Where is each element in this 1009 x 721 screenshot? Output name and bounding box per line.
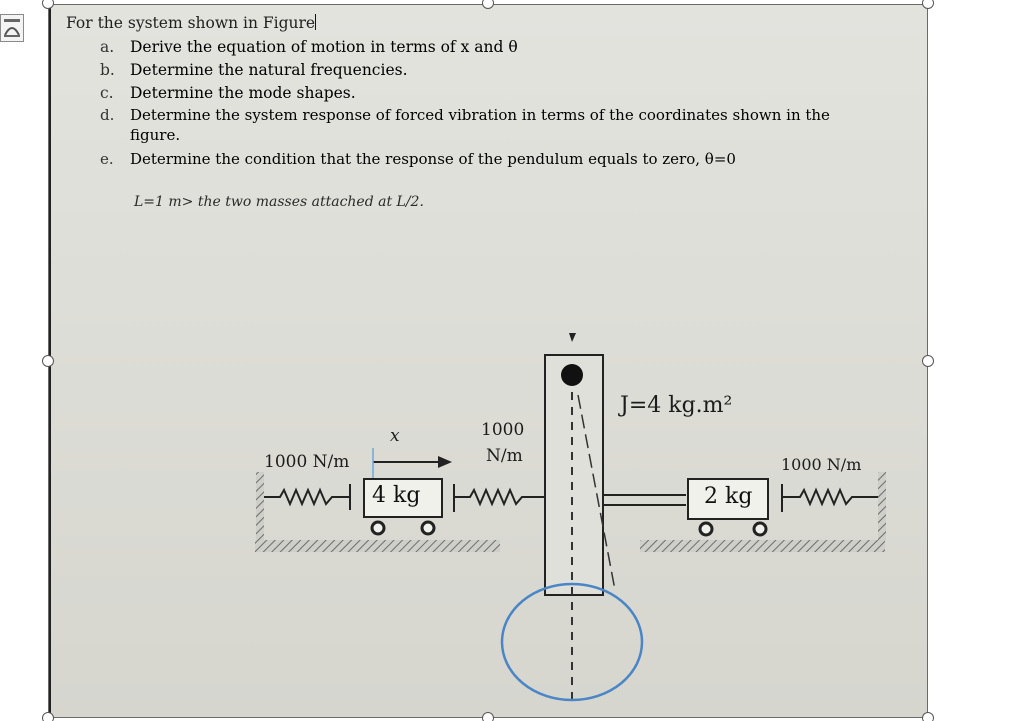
problem-item-d-cont: figure. <box>130 126 181 144</box>
mass-2kg-label: 2 kg <box>704 484 753 509</box>
right-spring <box>782 490 878 504</box>
problem-note: L=1 m> the two masses attached at L/2. <box>134 194 424 210</box>
problem-item-e: e. Determine the condition that the response of the pendulum equals to zero, θ=0 <box>100 150 736 168</box>
middle-spring <box>454 490 545 504</box>
middle-spring-label-2: N/m <box>486 446 523 466</box>
wheel <box>422 522 434 534</box>
resize-handle-bottom-center[interactable] <box>482 712 494 721</box>
wheel <box>372 522 384 534</box>
right-wall <box>878 472 886 540</box>
problem-item-b: b. Determine the natural frequencies. <box>100 61 408 79</box>
left-ground <box>255 540 500 552</box>
middle-spring-label-1: 1000 <box>481 420 525 440</box>
problem-intro: For the system shown in Figure <box>66 14 316 32</box>
pendulum-rod <box>545 355 603 595</box>
mass-4kg-label: 4 kg <box>372 483 421 508</box>
pivot-point <box>561 364 583 386</box>
x-symbol: x <box>390 426 400 446</box>
right-spring-label: 1000 N/m <box>781 455 862 474</box>
resize-handle-middle-left[interactable] <box>42 355 54 367</box>
right-ground <box>640 540 885 552</box>
resize-handle-middle-right[interactable] <box>922 355 934 367</box>
resize-handle-bottom-right[interactable] <box>922 712 934 721</box>
problem-item-d: d. Determine the system response of forced vibration in terms of the coordinates shown in the <box>100 106 830 124</box>
left-spring-label: 1000 N/m <box>264 452 350 472</box>
problem-item-c: c. Determine the mode shapes. <box>100 84 356 102</box>
wheel <box>700 523 712 535</box>
wheel <box>754 523 766 535</box>
problem-item-a: a. Derive the equation of motion in terms of x and θ <box>100 38 518 56</box>
left-wall <box>256 472 264 540</box>
resize-handle-bottom-left[interactable] <box>42 712 54 721</box>
left-spring <box>264 490 350 504</box>
inertia-label: J=4 kg.m² <box>620 393 733 418</box>
